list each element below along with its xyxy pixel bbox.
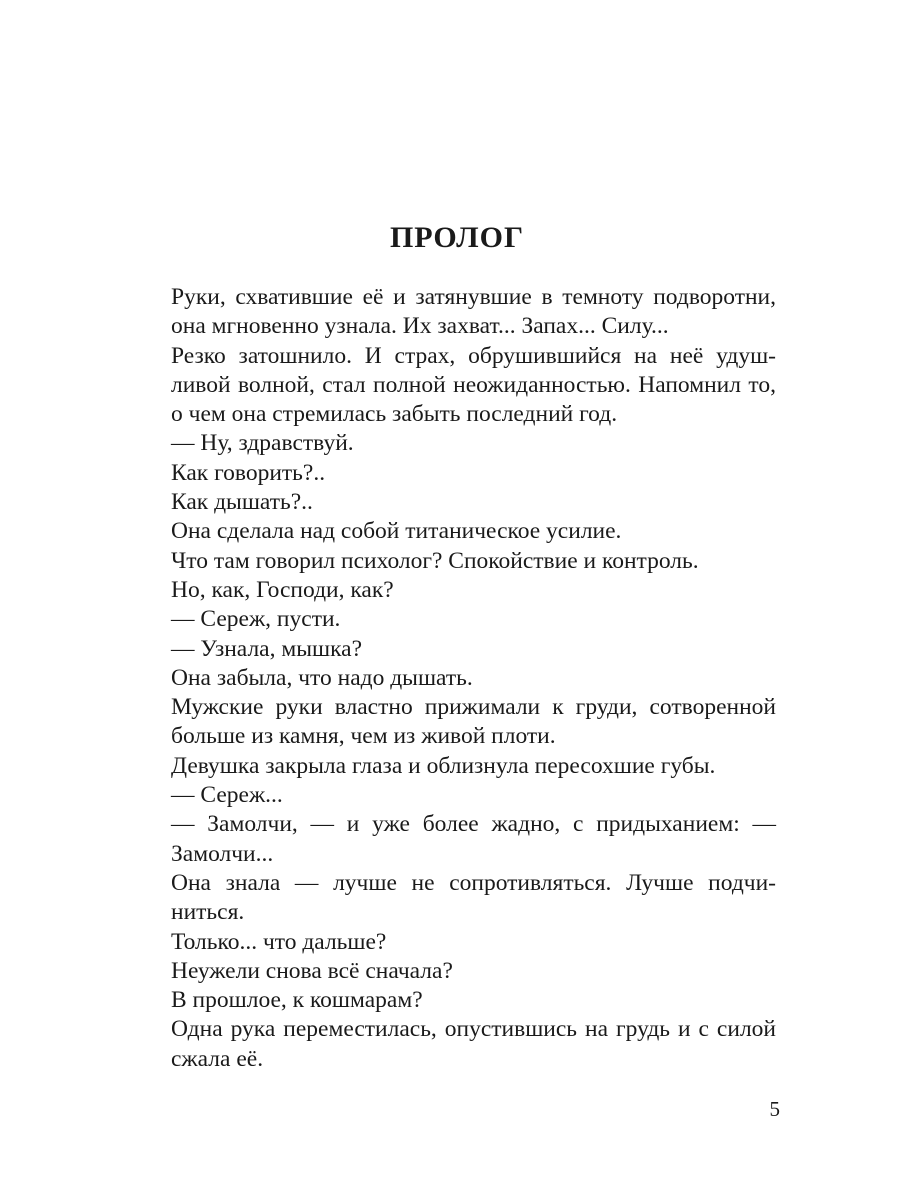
paragraph bbox=[134, 664, 776, 693]
text-line: — Сереж, пусти. bbox=[171, 606, 341, 633]
paragraph bbox=[134, 693, 776, 752]
text-line: ниться. bbox=[171, 899, 245, 926]
paragraph bbox=[134, 342, 776, 430]
text-line: Мужские руки властно прижимали к груди, сотворенной bbox=[171, 694, 776, 721]
paragraph bbox=[134, 810, 776, 869]
text-line: Как говорить?.. bbox=[171, 459, 326, 486]
text-line: Замолчи... bbox=[171, 840, 274, 867]
paragraph bbox=[134, 459, 776, 488]
paragraph bbox=[134, 752, 776, 781]
paragraph bbox=[134, 928, 776, 957]
text-line: Девушка закрыла глаза и облизнула пересохшие губы. bbox=[171, 752, 716, 779]
text-line: — Ну, здравствуй. bbox=[171, 430, 354, 457]
text-line: Как дышать?.. bbox=[171, 489, 313, 516]
paragraph bbox=[134, 283, 776, 342]
paragraph bbox=[134, 1015, 776, 1074]
text-line: Руки, схватившие её и затянувшие в темноту подворотни, bbox=[171, 284, 776, 310]
text-line: ливой волной, стал полной неожиданностью. Напомнил то, bbox=[171, 371, 776, 398]
paragraph bbox=[134, 488, 776, 517]
text-line: о чем она стремилась забыть последний год. bbox=[171, 401, 618, 428]
text-line: Она знала — лучше не сопротивляться. Лучше подчи- bbox=[171, 869, 776, 896]
chapter-title: ПРОЛОГ bbox=[389, 221, 525, 254]
text-line: В прошлое, к кошмарам? bbox=[171, 987, 423, 1014]
paragraph bbox=[134, 605, 776, 634]
text-line: — Замолчи, — и уже более жадно, с придыханием: — bbox=[171, 811, 776, 838]
page-number: 5 bbox=[769, 1097, 780, 1121]
text-line: Только... что дальше? bbox=[171, 928, 387, 955]
text-line: — Узнала, мышка? bbox=[171, 635, 363, 662]
paragraph bbox=[134, 517, 776, 546]
paragraph bbox=[134, 957, 776, 986]
text-line: Резко затошнило. И страх, обрушившийся на неё удуш- bbox=[171, 342, 776, 369]
text-line: Но, как, Господи, как? bbox=[171, 576, 394, 603]
text-line: она мгновенно узнала. Их захват... Запах... Силу... bbox=[171, 313, 669, 340]
chapter-text bbox=[134, 283, 776, 1074]
paragraph bbox=[134, 869, 776, 928]
paragraph bbox=[134, 547, 776, 576]
paragraph bbox=[134, 635, 776, 664]
text-line: Она забыла, что надо дышать. bbox=[171, 664, 473, 691]
paragraph bbox=[134, 429, 776, 458]
text-line: больше из камня, чем из живой плоти. bbox=[171, 723, 556, 750]
paragraph bbox=[134, 781, 776, 810]
text-line: Одна рука переместилась, опустившись на грудь и с силой bbox=[171, 1016, 776, 1043]
text-line: Что там говорил психолог? Спокойствие и контроль. bbox=[171, 547, 699, 574]
text-line: — Сереж... bbox=[171, 782, 283, 809]
text-line: сжала её. bbox=[171, 1045, 264, 1072]
paragraph bbox=[134, 986, 776, 1015]
text-line: Неужели снова всё сначала? bbox=[171, 957, 453, 984]
paragraph bbox=[134, 576, 776, 605]
text-line: Она сделала над собой титаническое усилие. bbox=[171, 518, 622, 545]
